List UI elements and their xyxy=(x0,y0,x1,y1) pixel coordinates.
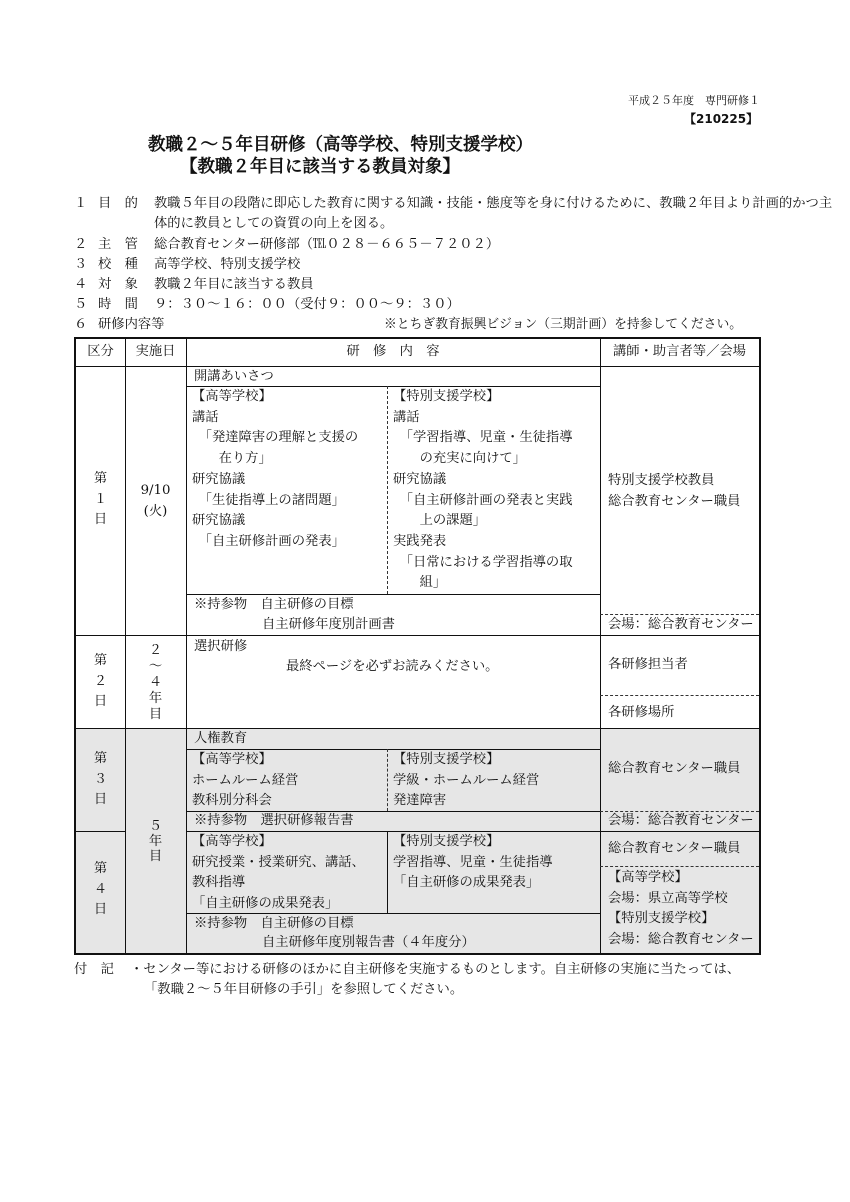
page-title: 教職２～５年目研修（高等学校、特別支援学校） xyxy=(148,135,533,155)
item-school-type xyxy=(74,255,774,275)
day4-bring-1: ※持参物 自主研修の目標 xyxy=(194,916,354,931)
item-text: 教職５年目の段階に即応した教育に関する知識・技能・態度等を身に付けるために、教職２年目より計画的かつ主体的に教員としての資質の向上を図る。 xyxy=(154,196,833,231)
day4-bring-2: 自主研修年度別報告書（４年度分） xyxy=(262,935,475,950)
item-target xyxy=(74,275,774,295)
day1-high-school: 【高等学校】 講話 「発達障害の理解と支援の 在り方」 研究協議 「生徒指導上の諸問題」 研究協議 「自主研修計画の発表」 xyxy=(192,389,359,549)
day1-instructor: 特別支援学校教員 総合教育センター職員 xyxy=(608,473,741,509)
day1-bring-1: ※持参物 自主研修の目標 xyxy=(194,597,354,612)
header-content: 研 修 内 容 xyxy=(346,344,440,359)
header-date: 実施日 xyxy=(135,344,176,359)
day2-note: 最終ページを必ずお読みください。 xyxy=(286,659,499,674)
page-subtitle: 【教職２年目に該当する教員対象】 xyxy=(180,157,460,177)
supplementary-note xyxy=(74,960,774,1000)
item-label: 時 間 xyxy=(98,297,138,312)
note-label: 付 記 xyxy=(74,962,114,977)
note-line-1: ・センター等における研修のほかに自主研修を実施するものとします。自主研修の実施に当たっては、 xyxy=(130,962,741,977)
day2-kubun: 第 ２ 日 xyxy=(93,653,108,709)
item-label: 主 管 xyxy=(98,237,138,252)
day1-date: 9/10 (火) xyxy=(140,483,171,519)
day2-venue: 各研修場所 xyxy=(608,705,675,720)
item-label: 研修内容等 xyxy=(98,317,165,332)
opening-greeting: 開講あいさつ xyxy=(194,369,274,384)
day4-special-school: 【特別支援学校】 学習指導、児童・生徒指導 「自主研修の成果発表」 xyxy=(393,834,553,890)
day3-special-school: 【特別支援学校】 学級・ホームルーム経営 発達障害 xyxy=(393,752,540,808)
fiscal-label: 平成２５年度 専門研修１ xyxy=(628,94,760,107)
item-purpose xyxy=(74,194,833,234)
day4-kubun: 第 ４ 日 xyxy=(93,861,108,917)
note-line-2: 「教職２～５年目研修の手引」を参照してください。 xyxy=(144,982,464,997)
day4-high-school: 【高等学校】 研究授業・授業研究、講話、 教科指導 「自主研修の成果発表」 xyxy=(192,834,365,911)
item-content xyxy=(74,315,774,335)
item-time xyxy=(74,295,774,315)
item-text: ９：３０～１６：００（受付９：００～９：３０） xyxy=(154,297,460,312)
schedule-table xyxy=(74,337,761,955)
day4-instructor: 総合教育センター職員 xyxy=(608,841,741,856)
course-code: 【210225】 xyxy=(684,112,759,126)
item-text: 高等学校、特別支援学校 xyxy=(154,257,301,272)
header-kubun: 区分 xyxy=(87,344,114,359)
day1-venue: 会場：総合教育センター xyxy=(608,617,754,632)
item-number: ６ xyxy=(74,317,88,332)
vision-note: ※とちぎ教育振興ビジョン（三期計画）を持参してください。 xyxy=(384,317,743,332)
day3-high-school: 【高等学校】 ホームルーム経営 教科別分科会 xyxy=(192,752,299,808)
item-text: 教職２年目に該当する教員 xyxy=(154,277,314,292)
day2-instructor: 各研修担当者 xyxy=(608,657,688,672)
day3-kubun: 第 ３ 日 xyxy=(93,751,108,807)
day2-date: ２ ～ ４ 年 目 xyxy=(148,643,163,722)
item-organizer xyxy=(74,235,774,255)
item-number: ５ xyxy=(74,297,88,312)
day4-venue: 【高等学校】 会場：県立高等学校 【特別支援学校】 会場：総合教育センター xyxy=(608,870,754,947)
day3-bring: ※持参物 選択研修報告書 xyxy=(194,813,354,828)
header-instructor: 講師・助言者等／会場 xyxy=(613,344,746,359)
day1-special-school: 【特別支援学校】 講話 「学習指導、児童・生徒指導 の充実に向けて」 研究協議 「自主研修計画の発表と実践 上の課題」 実践発表 「日常における学習指導の取 組」 xyxy=(393,389,573,591)
item-label: 目 的 xyxy=(98,196,138,211)
day1-kubun: 第 １ 日 xyxy=(93,471,108,527)
day2-elective: 選択研修 xyxy=(194,639,248,654)
human-rights-ed: 人権教育 xyxy=(194,731,248,746)
item-label: 対 象 xyxy=(98,277,138,292)
item-number: ２ xyxy=(74,237,88,252)
item-text: 総合教育センター研修部（℡０２８－６６５－７２０２） xyxy=(154,237,500,252)
day3-venue: 会場：総合教育センター xyxy=(608,813,754,828)
day1-bring-2: 自主研修年度別計画書 xyxy=(262,617,395,632)
item-number: ４ xyxy=(74,277,88,292)
item-number: １ xyxy=(74,196,88,211)
day3-instructor: 総合教育センター職員 xyxy=(608,761,741,776)
item-number: ３ xyxy=(74,257,88,272)
day34-date: ５ 年 目 xyxy=(148,819,163,864)
item-label: 校 種 xyxy=(98,257,138,272)
